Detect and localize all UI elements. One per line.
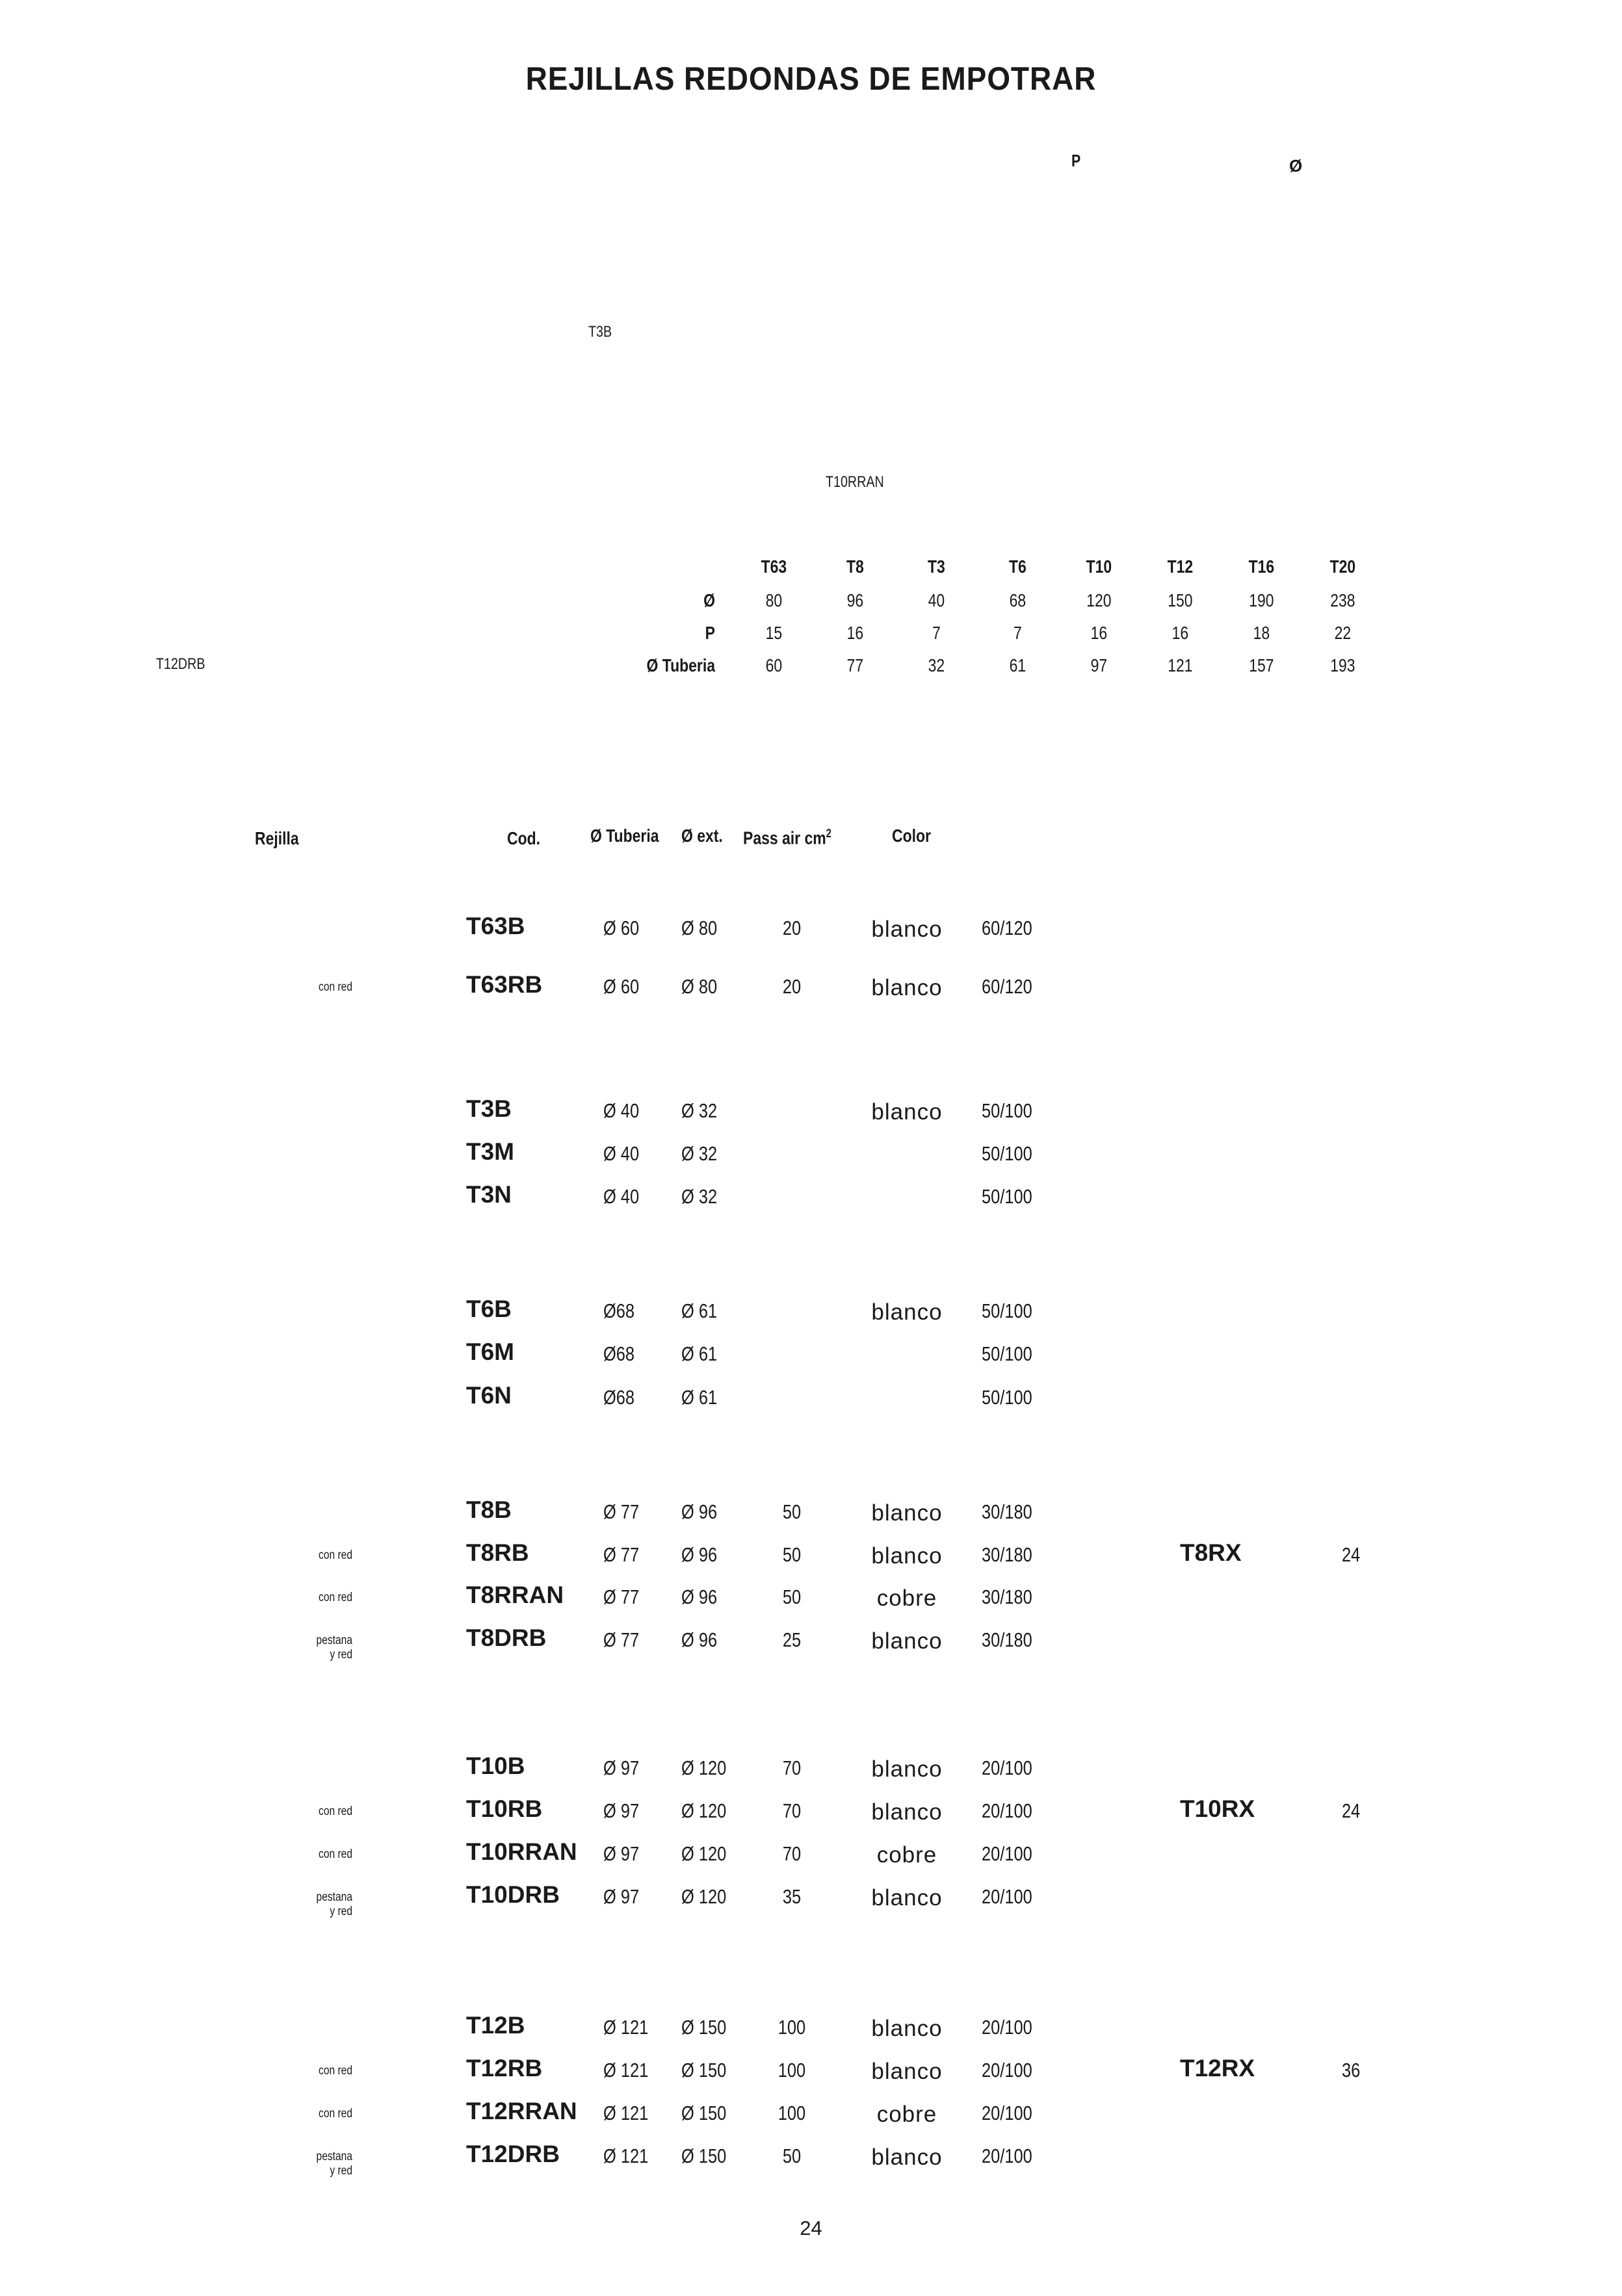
pass-air-cell: 50 [782, 1543, 802, 1566]
color-cell: blanco [871, 1756, 943, 1782]
depth-label: P [1071, 151, 1081, 170]
pack-cell: 30/180 [982, 1543, 1032, 1566]
tuberia-cell: Ø 121 [603, 2145, 649, 2167]
product-code: T6N [466, 1382, 512, 1409]
variant-note-line: y red [330, 1648, 352, 1662]
pass-air-cell: 25 [782, 1628, 802, 1651]
spec-row-label: Ø [703, 590, 715, 610]
spec-cell: 16 [1171, 623, 1189, 643]
pack-cell: 60/120 [982, 975, 1032, 998]
header-tuberia: Ø Tuberia [590, 826, 659, 846]
product-code: T10DRB [466, 1881, 560, 1908]
spec-cell: 40 [928, 590, 945, 610]
pack-cell: 30/180 [982, 1628, 1032, 1651]
product-code: T63RB [466, 971, 543, 998]
header-rejilla: Rejilla [255, 828, 299, 848]
pack-cell: 30/180 [982, 1500, 1032, 1523]
tuberia-cell: Ø68 [603, 1342, 635, 1365]
pass-air-cell: 20 [782, 975, 802, 998]
ext-diameter-cell: Ø 32 [681, 1099, 718, 1122]
variant-note-line: con red [319, 980, 352, 994]
product-code: T8DRB [466, 1624, 547, 1651]
pass-air-cell: 70 [782, 1842, 802, 1865]
product-code: T12RRAN [466, 2098, 577, 2124]
variant-note-line: y red [330, 2164, 352, 2178]
product-code: T3N [466, 1181, 512, 1208]
pack-cell: 50/100 [982, 1342, 1032, 1365]
product-code: T63B [466, 913, 525, 939]
tuberia-cell: Ø68 [603, 1386, 635, 1409]
color-cell: blanco [871, 1885, 943, 1911]
color-cell: blanco [871, 2145, 943, 2170]
color-cell: cobre [876, 1842, 937, 1868]
spec-cell: 190 [1249, 590, 1274, 610]
rx-qty-cell: 24 [1342, 1799, 1361, 1822]
variant-note [267, 1847, 352, 1862]
ext-diameter-cell: Ø 32 [681, 1185, 718, 1208]
pass-air-cell: 100 [778, 2059, 806, 2081]
color-cell: blanco [871, 1799, 943, 1825]
variant-note-line: con red [319, 2064, 352, 2078]
spec-cell: 32 [928, 655, 945, 675]
product-code: T8RB [466, 1539, 529, 1566]
ext-diameter-cell: Ø 150 [681, 2102, 727, 2124]
pass-air-cell: 50 [782, 2145, 802, 2167]
ext-diameter-cell: Ø 61 [681, 1386, 718, 1409]
pack-cell: 50/100 [982, 1299, 1032, 1322]
tuberia-cell: Ø 97 [603, 1885, 640, 1908]
spec-header-cell: T20 [1329, 556, 1356, 577]
ext-diameter-cell: Ø 96 [681, 1585, 718, 1608]
spec-cell: 150 [1168, 590, 1193, 610]
spec-cell: 121 [1168, 655, 1193, 675]
color-cell: blanco [871, 1099, 943, 1125]
color-cell: cobre [876, 2102, 937, 2127]
pack-cell: 20/100 [982, 2145, 1032, 2167]
spec-header-cell: T63 [761, 556, 787, 577]
tuberia-cell: Ø 97 [603, 1842, 640, 1865]
pack-cell: 20/100 [982, 1842, 1032, 1865]
ext-diameter-cell: Ø 150 [681, 2016, 727, 2039]
color-cell: blanco [871, 1299, 943, 1325]
spec-cell: 96 [846, 590, 864, 610]
pass-air-cell: 70 [782, 1756, 802, 1779]
ext-diameter-cell: Ø 120 [681, 1756, 727, 1779]
product-code: T6B [466, 1296, 512, 1322]
variant-note [267, 1548, 352, 1563]
product-code: T8RRAN [466, 1582, 564, 1608]
tuberia-cell: Ø 40 [603, 1099, 640, 1122]
ext-diameter-cell: Ø 96 [681, 1543, 718, 1566]
variant-note-line: y red [330, 1905, 352, 1918]
rx-qty-cell: 24 [1342, 1543, 1361, 1566]
pack-cell: 20/100 [982, 2102, 1032, 2124]
spec-cell: 238 [1330, 590, 1355, 610]
ext-diameter-cell: Ø 61 [681, 1342, 718, 1365]
variant-note [267, 2064, 352, 2078]
pack-cell: 50/100 [982, 1185, 1032, 1208]
ext-diameter-cell: Ø 80 [681, 917, 718, 939]
spec-cell: 22 [1334, 623, 1352, 643]
header-color: Color [892, 826, 931, 846]
tuberia-cell: Ø 121 [603, 2059, 649, 2081]
spec-header-cell: T8 [846, 556, 864, 577]
pack-cell: 20/100 [982, 1756, 1032, 1779]
variant-note-line: pestana [316, 2150, 352, 2163]
product-code: T12DRB [466, 2141, 560, 2167]
rx-code: T8RX [1180, 1539, 1242, 1566]
variant-note [267, 980, 352, 995]
pack-cell: 50/100 [982, 1099, 1032, 1122]
pack-cell: 20/100 [982, 1799, 1032, 1822]
variant-note [267, 1805, 352, 1819]
ext-diameter-cell: Ø 150 [681, 2059, 727, 2081]
rx-code: T12RX [1180, 2055, 1255, 2081]
spec-header-cell: T10 [1086, 556, 1112, 577]
variant-note [267, 2150, 352, 2178]
tuberia-cell: Ø 60 [603, 975, 640, 998]
pass-air-cell: 100 [778, 2102, 806, 2124]
tuberia-cell: Ø 97 [603, 1799, 640, 1822]
spec-header-cell: T12 [1167, 556, 1194, 577]
product-code: T12B [466, 2012, 525, 2039]
color-cell: blanco [871, 1500, 943, 1526]
rx-qty-cell: 36 [1342, 2059, 1361, 2081]
spec-header-cell: T16 [1248, 556, 1275, 577]
variant-note-line: con red [319, 1591, 352, 1604]
product-code: T6M [466, 1338, 514, 1365]
ext-diameter-cell: Ø 96 [681, 1628, 718, 1651]
variant-note-line: con red [319, 1548, 352, 1562]
variant-note-line: con red [319, 2107, 352, 2120]
rx-code: T10RX [1180, 1795, 1255, 1822]
pack-cell: 20/100 [982, 2016, 1032, 2039]
spec-cell: 18 [1253, 623, 1270, 643]
pass-air-cell: 100 [778, 2016, 806, 2039]
pack-cell: 30/180 [982, 1585, 1032, 1608]
tuberia-cell: Ø 97 [603, 1756, 640, 1779]
spec-cell: 7 [1014, 623, 1022, 643]
color-cell: blanco [871, 1628, 943, 1654]
callout-t10rran: T10RRAN [826, 473, 884, 491]
color-cell: blanco [871, 2059, 943, 2084]
product-code: T8B [466, 1496, 512, 1523]
callout-t12drb: T12DRB [156, 655, 205, 673]
spec-cell: 77 [846, 655, 864, 675]
spec-cell: 60 [765, 655, 783, 675]
pass-air-cell: 20 [782, 917, 802, 939]
spec-cell: 7 [932, 623, 941, 643]
product-code: T3M [466, 1138, 514, 1165]
pass-air-cell: 35 [782, 1885, 802, 1908]
spec-cell: 157 [1249, 655, 1274, 675]
pass-air-cell: 50 [782, 1500, 802, 1523]
product-code: T3B [466, 1095, 512, 1122]
tuberia-cell: Ø68 [603, 1299, 635, 1322]
product-code: T10B [466, 1753, 525, 1779]
ext-diameter-cell: Ø 61 [681, 1299, 718, 1322]
header-cod: Cod. [507, 828, 541, 848]
ext-diameter-cell: Ø 80 [681, 975, 718, 998]
spec-cell: 97 [1090, 655, 1108, 675]
ext-diameter-cell: Ø 150 [681, 2145, 727, 2167]
color-cell: blanco [871, 917, 943, 942]
tuberia-cell: Ø 121 [603, 2102, 649, 2124]
pack-cell: 60/120 [982, 917, 1032, 939]
ext-diameter-cell: Ø 120 [681, 1842, 727, 1865]
ext-diameter-cell: Ø 120 [681, 1799, 727, 1822]
pack-cell: 50/100 [982, 1386, 1032, 1409]
pass-air-cell: 50 [782, 1585, 802, 1608]
spec-cell: 16 [1090, 623, 1108, 643]
page-number: 24 [800, 2217, 822, 2239]
variant-note [267, 2107, 352, 2121]
header-pass-air: Pass air $cm^2$ [743, 827, 831, 848]
product-code: T12RB [466, 2055, 543, 2081]
tuberia-cell: Ø 77 [603, 1628, 640, 1651]
spec-row-label: Ø Tuberia [646, 655, 715, 675]
color-cell: blanco [871, 975, 943, 1000]
tuberia-cell: Ø 121 [603, 2016, 649, 2039]
spec-header-cell: T6 [1008, 556, 1027, 577]
variant-note-line: con red [319, 1805, 352, 1818]
variant-note-line: pestana [316, 1890, 352, 1904]
color-cell: blanco [871, 1543, 943, 1569]
tuberia-cell: Ø 40 [603, 1185, 640, 1208]
variant-note-line: pestana [316, 1634, 352, 1647]
spec-cell: 193 [1330, 655, 1355, 675]
variant-note [267, 1634, 352, 1662]
variant-note [267, 1890, 352, 1919]
spec-cell: 68 [1009, 590, 1027, 610]
spec-cell: 120 [1086, 590, 1112, 610]
pack-cell: 20/100 [982, 2059, 1032, 2081]
color-cell: blanco [871, 2016, 943, 2041]
variant-note-line: con red [319, 1847, 352, 1861]
diameter-label: Ø [1289, 156, 1303, 176]
ext-diameter-cell: Ø 32 [681, 1142, 718, 1165]
header-ext: Ø ext. [681, 826, 723, 846]
pass-air-cell: 70 [782, 1799, 802, 1822]
spec-cell: 80 [765, 590, 783, 610]
tuberia-cell: Ø 77 [603, 1585, 640, 1608]
ext-diameter-cell: Ø 120 [681, 1885, 727, 1908]
product-code: T10RB [466, 1795, 543, 1822]
product-code: T10RRAN [466, 1838, 577, 1865]
ext-diameter-cell: Ø 96 [681, 1500, 718, 1523]
spec-header-cell: T3 [927, 556, 945, 577]
pack-cell: 50/100 [982, 1142, 1032, 1165]
tuberia-cell: Ø 77 [603, 1500, 640, 1523]
spec-cell: 61 [1009, 655, 1027, 675]
tuberia-cell: Ø 60 [603, 917, 640, 939]
page-title: REJILLAS REDONDAS DE EMPOTRAR [525, 60, 1097, 97]
tuberia-cell: Ø 77 [603, 1543, 640, 1566]
variant-note [267, 1591, 352, 1605]
spec-row-label: P [705, 623, 715, 643]
spec-cell: 16 [846, 623, 864, 643]
pack-cell: 20/100 [982, 1885, 1032, 1908]
spec-cell: 15 [765, 623, 783, 643]
color-cell: cobre [876, 1585, 937, 1611]
tuberia-cell: Ø 40 [603, 1142, 640, 1165]
callout-t3b: T3B [588, 323, 612, 341]
